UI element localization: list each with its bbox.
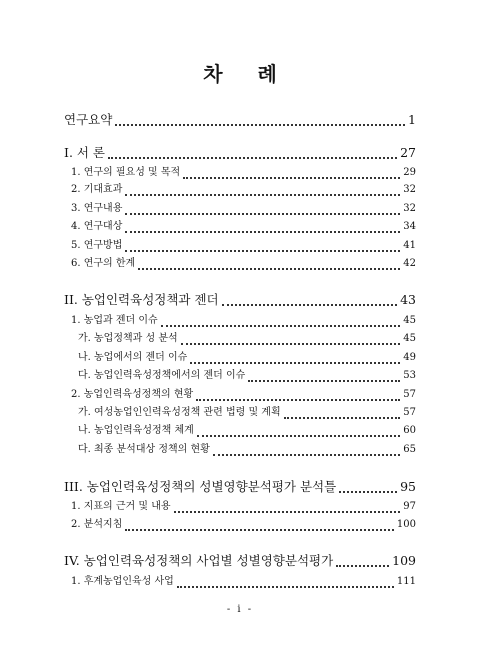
toc-entry[interactable] — [64, 479, 416, 495]
toc-entry-page-number: 97 — [403, 501, 416, 512]
toc-entry[interactable] — [71, 238, 416, 254]
toc-entry[interactable] — [64, 553, 416, 569]
dot-leader — [138, 259, 400, 270]
toc-entry[interactable] — [71, 165, 416, 181]
dot-leader — [125, 222, 400, 233]
toc-entry-page-number: 29 — [403, 167, 416, 178]
toc-entry-label: 1. 지표의 근거 및 내용 — [71, 501, 171, 512]
toc-entry-page-number: 43 — [400, 292, 416, 307]
toc-entry[interactable] — [71, 517, 416, 533]
toc-entry-page-number: 34 — [403, 221, 416, 232]
toc-entry-label: III. 농업인력육성정책의 성별영향분석평가 분석틀 — [64, 479, 337, 494]
toc-entry-label: 2. 분석지침 — [71, 519, 123, 530]
toc-entry[interactable] — [64, 145, 416, 161]
toc-entry-label: 1. 연구의 필요성 및 목적 — [71, 167, 181, 178]
dot-leader — [284, 408, 401, 419]
toc-entry-label: 2. 기대효과 — [71, 184, 123, 195]
toc-entry[interactable] — [64, 112, 416, 128]
toc-entry-page-number: 100 — [396, 519, 416, 530]
dot-leader — [177, 577, 394, 588]
dot-leader — [183, 168, 400, 179]
toc-entry-page-number: 45 — [403, 315, 416, 326]
toc-entry-page-number: 27 — [400, 145, 416, 160]
toc-entry-label: 6. 연구의 한계 — [71, 258, 136, 269]
toc-entry-label: 가. 여성농업인인력육성정책 관련 법령 및 계획 — [78, 407, 281, 418]
toc-entry[interactable] — [64, 292, 416, 308]
toc-entry[interactable] — [78, 350, 416, 366]
dot-leader — [222, 295, 397, 306]
page-number-footer: - i - — [226, 604, 254, 615]
toc-entry-page-number: 95 — [400, 479, 416, 494]
dot-leader — [248, 371, 400, 382]
toc-entry-page-number: 45 — [403, 333, 416, 344]
toc-entry-page-number: 42 — [403, 258, 416, 269]
toc-entry[interactable] — [78, 405, 416, 421]
toc-entry-label: 5. 연구방법 — [71, 240, 123, 251]
toc-entry-label: 나. 농업인력육성정책 체계 — [78, 425, 194, 436]
toc-entry-page-number: 57 — [403, 407, 416, 418]
toc-entry[interactable] — [71, 182, 416, 198]
toc-entry-page-number: 65 — [403, 444, 416, 455]
dot-leader — [174, 502, 401, 513]
toc-entry[interactable] — [78, 423, 416, 439]
toc-entry-page-number: 57 — [403, 389, 416, 400]
toc-entry-label: I. 서 론 — [64, 145, 106, 160]
dot-leader — [339, 482, 397, 493]
toc-entry-page-number: 53 — [403, 370, 416, 381]
toc-entry-page-number: 1 — [408, 112, 416, 127]
toc-entry[interactable] — [71, 387, 416, 403]
dot-leader — [197, 426, 400, 437]
dot-leader — [108, 148, 397, 159]
dot-leader — [213, 445, 400, 456]
toc-entry-label: 2. 농업인력육성정책의 현황 — [71, 389, 194, 400]
toc-entry-page-number: 49 — [403, 352, 416, 363]
toc-entry[interactable] — [71, 201, 416, 217]
toc-entry-label: 다. 최종 분석대상 정책의 현황 — [78, 444, 210, 455]
toc-entry[interactable] — [71, 256, 416, 272]
toc-entry[interactable] — [78, 442, 416, 458]
toc-entry-label: IV. 농업인력육성정책의 사업별 성별영향분석평가 — [64, 553, 334, 568]
toc-entry-page-number: 32 — [403, 203, 416, 214]
toc-entry[interactable] — [71, 313, 416, 329]
toc-entry-label: 나. 농업에서의 젠더 이슈 — [78, 352, 188, 363]
toc-entry[interactable] — [71, 574, 416, 590]
toc-entry-label: 4. 연구대상 — [71, 221, 123, 232]
toc-entry-label: 3. 연구내용 — [71, 203, 123, 214]
dot-leader — [196, 390, 400, 401]
toc-entry-label: 1. 농업과 젠더 이슈 — [71, 315, 158, 326]
toc-entry-page-number: 109 — [392, 553, 416, 568]
toc-entry-label: II. 농업인력육성정책과 젠더 — [64, 292, 219, 307]
toc-entry-label: 1. 후계농업인육성 사업 — [71, 576, 174, 587]
dot-leader — [125, 185, 400, 196]
dot-leader — [125, 204, 400, 215]
toc-entry[interactable] — [71, 499, 416, 515]
toc-entry-page-number: 32 — [403, 184, 416, 195]
dot-leader — [125, 520, 394, 531]
page-title: 차 례 — [203, 62, 291, 86]
toc-entry-page-number: 41 — [403, 240, 416, 251]
dot-leader — [161, 316, 401, 327]
toc-entry-page-number: 60 — [403, 425, 416, 436]
toc-entry[interactable] — [78, 331, 416, 347]
toc-entry-label: 연구요약 — [64, 112, 113, 127]
toc-entry-label: 가. 농업정책과 성 분석 — [78, 333, 178, 344]
dot-leader — [125, 241, 400, 252]
dot-leader — [181, 334, 401, 345]
toc-entry[interactable] — [71, 219, 416, 235]
dot-leader — [115, 115, 405, 126]
toc-entry-label: 다. 농업인력육성정책에서의 젠더 이슈 — [78, 370, 246, 381]
toc-entry-page-number: 111 — [396, 576, 416, 587]
dot-leader — [190, 353, 400, 364]
toc-entry[interactable] — [78, 368, 416, 384]
dot-leader — [336, 556, 389, 567]
